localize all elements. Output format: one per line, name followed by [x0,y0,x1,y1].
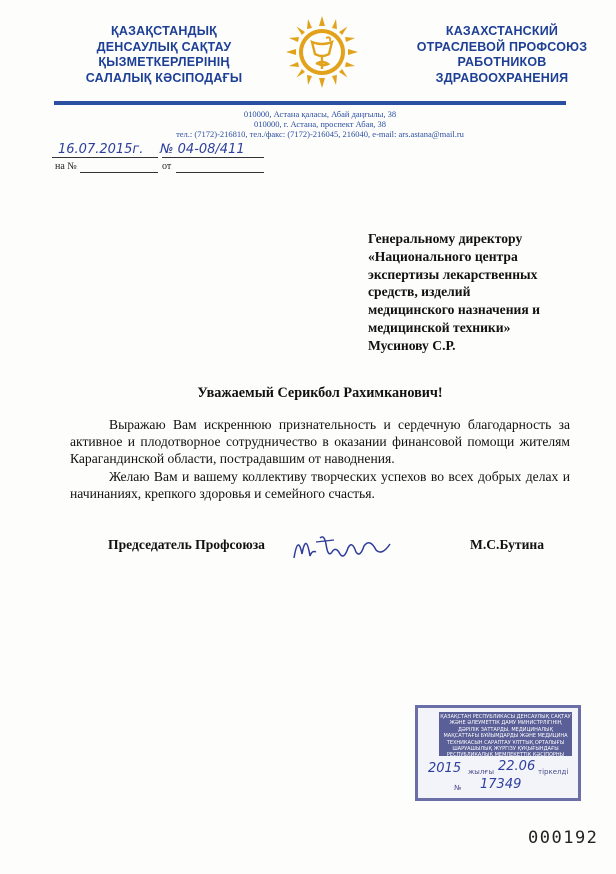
header-org-russian-line: ОТРАСЛЕВОЙ ПРОФСОЮЗ [416,39,588,54]
signatory-name: М.С.Бутина [470,537,545,552]
date-line [52,157,158,158]
header-org-kazakh-line: САЛАЛЫҚ КӘСІПОДАҒЫ [85,70,243,85]
stamp-line: ДӘРІЛІК ЗАТТАРДЫ, МЕДИЦИНАЛЫҚ [457,726,553,733]
stamp-reg-label: № [454,784,462,792]
header-org-russian-line: КАЗАХСТАНСКИЙ [445,24,559,38]
handwritten-signature [286,524,396,568]
header-org-russian [404,24,600,86]
header-org-kazakh-line: ДЕНСАУЛЫҚ САҚТАУ [96,39,232,54]
header-org-russian-line: РАБОТНИКОВ [457,55,547,69]
outgoing-date-handwritten: 16.07.2015г. [58,142,144,157]
header-org-russian-line: ЗДРАВООХРАНЕНИЯ [435,70,569,85]
header-org-kazakh-line: ҚЫЗМЕТКЕРЛЕРІНІҢ [98,55,230,69]
addressee-line: медицинской техники» [368,319,511,335]
stamp-line: РЕСПУБЛИКАЛЫҚ МЕМЛЕКЕТТІК КӘСІПОРНЫ [446,752,565,759]
addressee-line: средств, изделий [368,284,471,300]
stamp-day-suffix: тіркелді [538,768,569,776]
greeting: Уважаемый Серикбол Рахимканович! [197,385,443,401]
addressee-line: экспертизы лекарственных [368,266,538,282]
header-org-kazakh-line: ҚАЗАҚСТАНДЫҚ [111,24,217,38]
addressee-block [368,230,583,355]
number-line [162,157,264,158]
addressee-line: «Национального центра [368,248,518,264]
stamp-year-handwritten: 2015 [428,761,462,776]
stamp-line: ШАРУАШЫЛЫҚ ЖҮРГІЗУ ҚҰҚЫҒЫНДАҒЫ [452,746,559,753]
addressee-line: Мусинову С.Р. [368,337,456,353]
header-org-kazakh [70,24,258,86]
reply-date-line [176,172,264,173]
outgoing-number-handwritten: № 04-08/411 [160,142,245,157]
stamp-line: ТЕХНИКАСЫН САРАПТАУ ҰЛТТЫҚ ОРТАЛЫҒЫ [446,739,565,746]
address-contacts: тел.: (7172)-216810, тел./факс: (7172)-216045, 216040, e-mail: ars.astana@mail.ru [176,129,464,139]
stamp-header-text [439,714,572,759]
registration-stamp [415,705,581,801]
stamp-line: ҚАЗАҚСТАН РЕСПУБЛИКАСЫ ДЕНСАУЛЫҚ САҚТАУ [440,714,571,720]
stamp-line: ЖӘНЕ ӘЛЕУМЕТТІК ДАМУ МИНИСТРЛІГІНІҢ [449,720,562,727]
reply-date-label: от [162,161,172,172]
body-paragraph: Желаю Вам и вашему коллективу творческих успехов во всех добрых делах и начинаниях, крепкого здоровья и семейного счастья. [70,468,570,501]
reply-to-number-label: на № [55,161,77,172]
address-kazakh: 010000, Астана қаласы, Абай даңғылы, 38 [243,109,397,119]
document-serial-number: 000192 [528,828,599,848]
addressee-line: Генеральному директору [368,231,523,246]
address-russian: 010000, г. Астана, проспект Абая, 38 [253,119,387,129]
caduceus-logo-icon [284,14,360,90]
reply-number-line [80,172,158,173]
signatory-title: Председатель Профсоюза [108,537,265,552]
stamp-year-suffix: жылғы [468,768,494,776]
addressee-line: медицинского назначения и [368,302,540,318]
stamp-day-handwritten: 22.06 [498,759,536,774]
stamp-reg-number-handwritten: 17349 [480,777,522,792]
letter-body [70,416,570,502]
body-paragraph: Выражаю Вам искреннюю признательность и сердечную благодарность за активное и плодотворное сотрудничество в оказании финансовой помощи жителям Карагандинской области, пострадавшим от наводнения. [70,417,570,467]
stamp-line: МАҚСАТТАҒЫ БҰЙЫМДАРДЫ ЖӘНЕ МЕДИЦИНА [443,733,568,740]
header-divider [54,101,566,105]
